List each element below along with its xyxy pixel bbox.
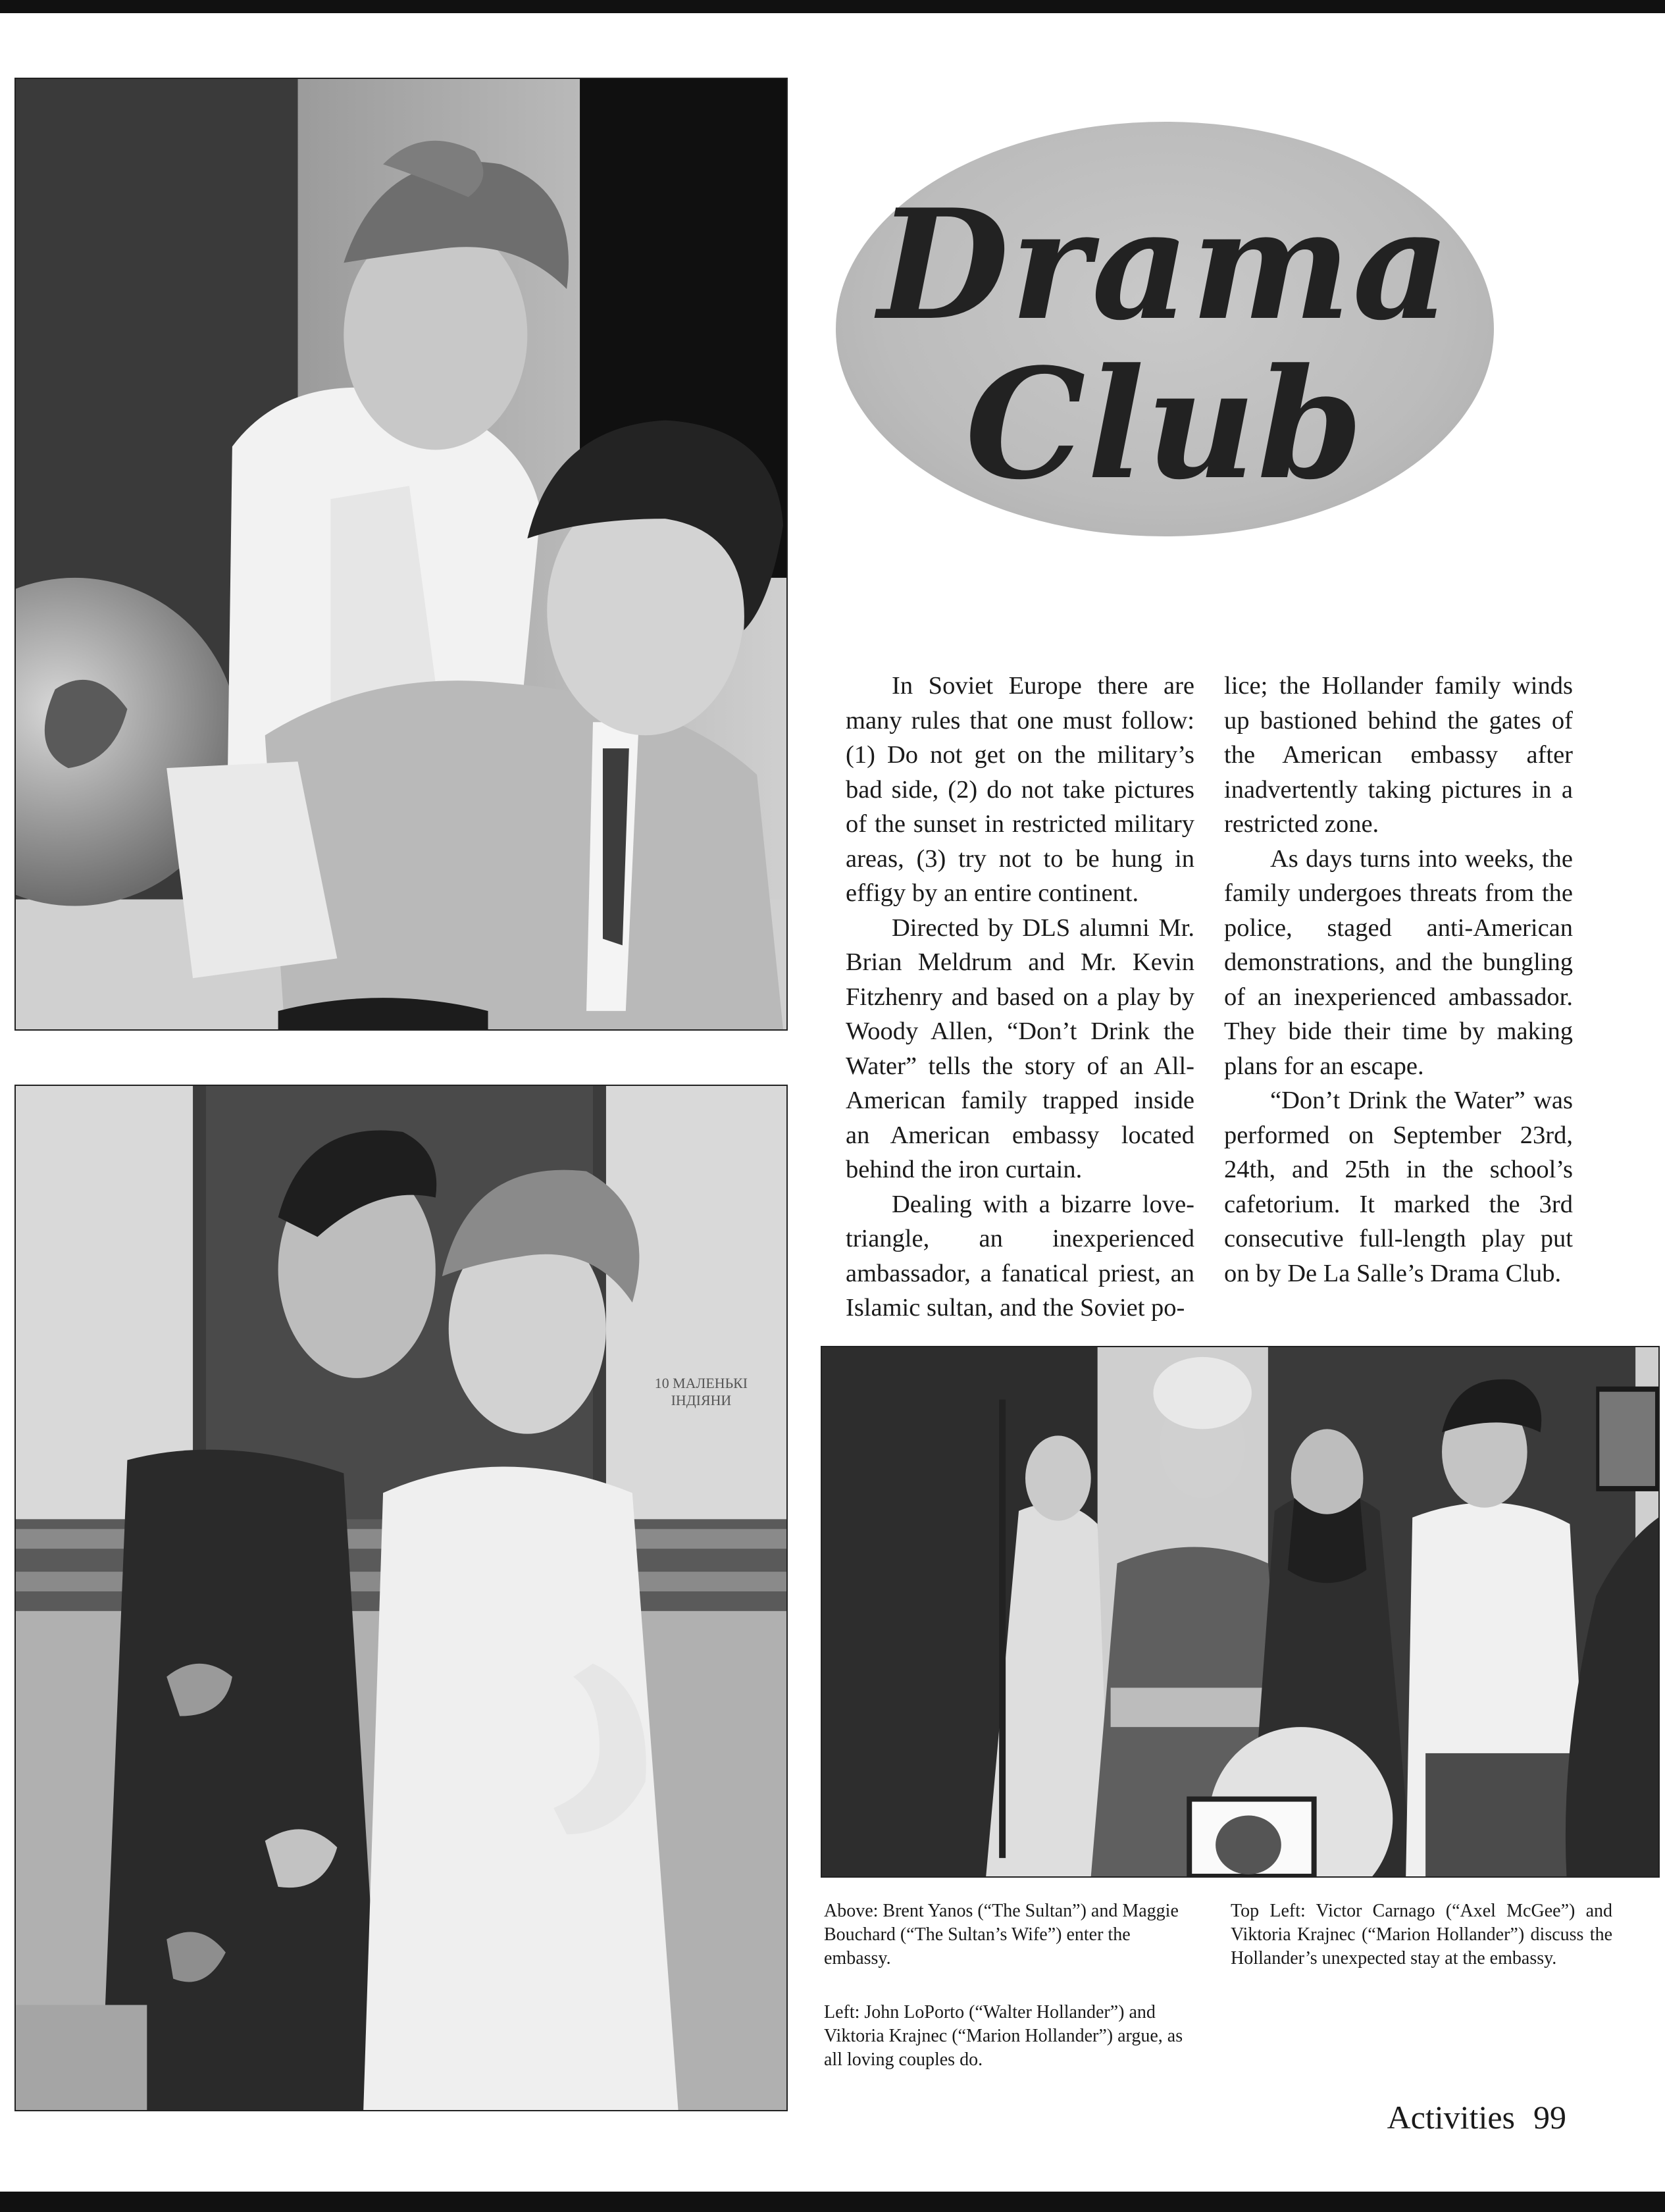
wall-sign-line2: ІНДІЯНИ (671, 1391, 732, 1408)
article-paragraph: In Soviet Europe there are many rules that one must follow: (1) Do not get on the military’s bad side, (2) do not take pictures of the sunset in restricted military areas, (3) try not to be hung in effigy by an entire continent. (846, 672, 1194, 907)
photo-top-left (14, 78, 788, 1031)
photo-bottom-right-image (822, 1347, 1658, 1876)
photo-bottom-left (14, 1085, 788, 2111)
article-paragraph: Directed by DLS alumni Mr. Brian Meldrum and Mr. Kevin Fitzhenry and based on a play by Woody Allen, “Don’t Drink the Water” tells the story of an All-American family trapped inside an American embassy located behind the iron curtain. (846, 913, 1194, 1183)
photo-bottom-left-image (16, 1086, 786, 2110)
caption-top-left (1231, 1899, 1612, 1970)
page-footer (1369, 2098, 1566, 2136)
page-number: 99 (1533, 2099, 1566, 2136)
article-paragraph: As days turns into weeks, the family undergoes threats from the police, staged anti-American demonstrations, and the bungling of an inexperienced ambassador. They bide their time by making plans for an escape. (1224, 844, 1573, 1080)
caption-above (824, 1899, 1186, 1970)
wall-sign-line1: 10 МАЛЕНЬКІ (654, 1374, 748, 1391)
page-title-line2: Club (965, 336, 1365, 513)
footer-section: Activities (1387, 2099, 1515, 2136)
article-paragraph: Dealing with a bizarre love-triangle, an inexperienced ambassador, a fanatical priest, an Islamic sultan, and the Soviet po- (846, 1190, 1194, 1322)
caption-above-text: Above: Brent Yanos (“The Sultan”) and Maggie Bouchard (“The Sultan’s Wife”) enter the embassy. (824, 1901, 1179, 1968)
article-paragraph: lice; the Hollander family winds up bastioned behind the gates of the American embassy after inadvertently taking pictures in a restricted zone. (1224, 672, 1573, 838)
article-paragraph: “Don’t Drink the Water” was performed on September 23rd, 24th, and 25th in the school’s cafetorium. It marked the 3rd consecutive full-length play put on by De La Salle’s Drama Club. (1224, 1087, 1573, 1287)
page-title-line1: Drama (877, 176, 1452, 354)
caption-left-text: Left: John LoPorto (“Walter Hollander”) and Viktoria Krajnec (“Marion Hollander”) argue, as all loving couples do. (824, 2002, 1183, 2070)
article-column-1 (846, 669, 1194, 1325)
article-column-2 (1224, 669, 1573, 1291)
photo-bottom-right (821, 1346, 1660, 1878)
page-sheet (0, 13, 1665, 2192)
caption-top-left-text: Top Left: Victor Carnago (“Axel McGee”) and Viktoria Krajnec (“Marion Hollander”) discuss the Hollander’s unexpected stay at the embassy. (1231, 1901, 1612, 1968)
caption-left (824, 2001, 1186, 2072)
photo-top-left-image (16, 79, 786, 1029)
